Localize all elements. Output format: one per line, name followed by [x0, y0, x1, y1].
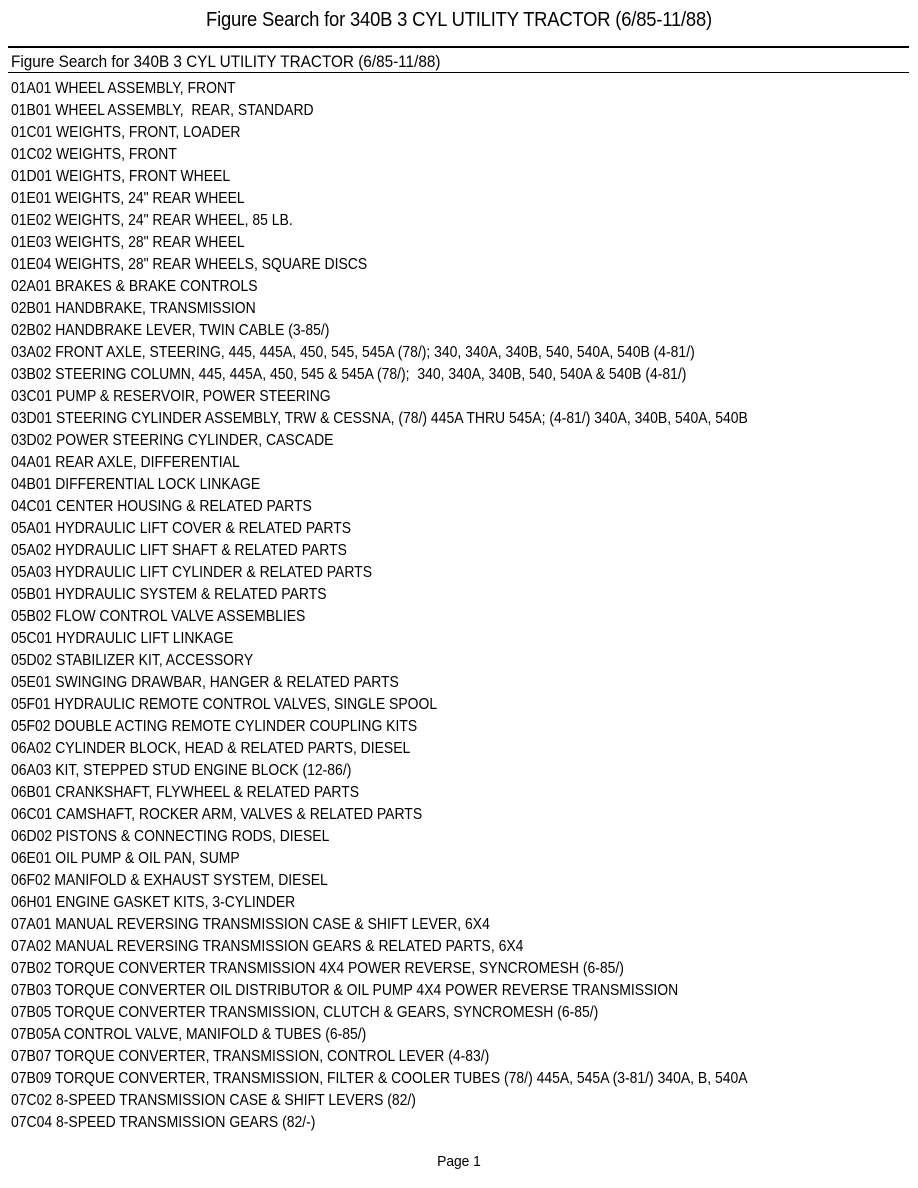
- figure-entry: 05E01 SWINGING DRAWBAR, HANGER & RELATED PARTS: [11, 674, 399, 691]
- figure-entry: 07C02 8-SPEED TRANSMISSION CASE & SHIFT LEVERS (82/): [11, 1092, 416, 1109]
- figure-entry: 05B02 FLOW CONTROL VALVE ASSEMBLIES: [11, 608, 306, 625]
- figure-entry: 02A01 BRAKES & BRAKE CONTROLS: [11, 278, 258, 295]
- figure-entry: 01A01 WHEEL ASSEMBLY, FRONT: [11, 80, 236, 97]
- figure-entry: 01E02 WEIGHTS, 24" REAR WHEEL, 85 LB.: [11, 212, 293, 229]
- figure-entry: 01B01 WHEEL ASSEMBLY, REAR, STANDARD: [11, 102, 314, 119]
- figure-entry: 05D02 STABILIZER KIT, ACCESSORY: [11, 652, 254, 669]
- figure-entry: 07A02 MANUAL REVERSING TRANSMISSION GEARS & RELATED PARTS, 6X4: [11, 938, 524, 955]
- figure-entry: 05F02 DOUBLE ACTING REMOTE CYLINDER COUPLING KITS: [11, 718, 418, 735]
- figure-entry: 05A03 HYDRAULIC LIFT CYLINDER & RELATED PARTS: [11, 564, 373, 581]
- figure-entry: 07B05A CONTROL VALVE, MANIFOLD & TUBES (6-85/): [11, 1026, 367, 1043]
- page-number: Page 1: [437, 1153, 481, 1170]
- figure-entry: 06F02 MANIFOLD & EXHAUST SYSTEM, DIESEL: [11, 872, 328, 889]
- figure-entry: 02B01 HANDBRAKE, TRANSMISSION: [11, 300, 256, 317]
- figure-entry: 05C01 HYDRAULIC LIFT LINKAGE: [11, 630, 234, 647]
- figure-entry: 06B01 CRANKSHAFT, FLYWHEEL & RELATED PARTS: [11, 784, 360, 801]
- figure-entry: 03C01 PUMP & RESERVOIR, POWER STEERING: [11, 388, 331, 405]
- header-divider-bottom: [8, 72, 909, 73]
- figure-entry: 05B01 HYDRAULIC SYSTEM & RELATED PARTS: [11, 586, 327, 603]
- figure-entry: 03D01 STEERING CYLINDER ASSEMBLY, TRW & CESSNA, (78/) 445A THRU 545A; (4-81/) 340A, 340B, 540A, 540B: [11, 410, 748, 427]
- figure-entry: 01C01 WEIGHTS, FRONT, LOADER: [11, 124, 241, 141]
- figure-entry: 07A01 MANUAL REVERSING TRANSMISSION CASE & SHIFT LEVER, 6X4: [11, 916, 490, 933]
- figure-entry: 05A02 HYDRAULIC LIFT SHAFT & RELATED PARTS: [11, 542, 347, 559]
- figure-entry: 01E04 WEIGHTS, 28" REAR WHEELS, SQUARE DISCS: [11, 256, 368, 273]
- figure-entry: 01C02 WEIGHTS, FRONT: [11, 146, 177, 163]
- figure-entry: 07C04 8-SPEED TRANSMISSION GEARS (82/-): [11, 1114, 316, 1131]
- figure-entry: 07B09 TORQUE CONVERTER, TRANSMISSION, FILTER & COOLER TUBES (78/) 445A, 545A (3-81/) 340A, B, 540A: [11, 1070, 748, 1087]
- figure-list: [11, 78, 830, 1134]
- figure-entry: 07B03 TORQUE CONVERTER OIL DISTRIBUTOR & OIL PUMP 4X4 POWER REVERSE TRANSMISSION: [11, 982, 679, 999]
- figure-entry: 01E03 WEIGHTS, 28" REAR WHEEL: [11, 234, 245, 251]
- figure-entry: 03D02 POWER STEERING CYLINDER, CASCADE: [11, 432, 334, 449]
- figure-entry: 05F01 HYDRAULIC REMOTE CONTROL VALVES, SINGLE SPOOL: [11, 696, 438, 713]
- figure-entry: 06H01 ENGINE GASKET KITS, 3-CYLINDER: [11, 894, 296, 911]
- figure-entry: 01E01 WEIGHTS, 24" REAR WHEEL: [11, 190, 245, 207]
- section-header: Figure Search for 340B 3 CYL UTILITY TRACTOR (6/85-11/88): [11, 52, 441, 71]
- figure-entry: 06E01 OIL PUMP & OIL PAN, SUMP: [11, 850, 240, 867]
- figure-entry: 04C01 CENTER HOUSING & RELATED PARTS: [11, 498, 312, 515]
- figure-entry: 07B05 TORQUE CONVERTER TRANSMISSION, CLUTCH & GEARS, SYNCROMESH (6-85/): [11, 1004, 599, 1021]
- figure-entry: 07B07 TORQUE CONVERTER, TRANSMISSION, CONTROL LEVER (4-83/): [11, 1048, 490, 1065]
- figure-entry: 05A01 HYDRAULIC LIFT COVER & RELATED PARTS: [11, 520, 352, 537]
- figure-entry: 06D02 PISTONS & CONNECTING RODS, DIESEL: [11, 828, 330, 845]
- figure-entry: 03B02 STEERING COLUMN, 445, 445A, 450, 545 & 545A (78/); 340, 340A, 340B, 540, 540A & 540B (4-81/): [11, 366, 687, 383]
- figure-entry: 03A02 FRONT AXLE, STEERING, 445, 445A, 450, 545, 545A (78/); 340, 340A, 340B, 540, 540A, 540B (4-81/): [11, 344, 695, 361]
- figure-entry: 07B02 TORQUE CONVERTER TRANSMISSION 4X4 POWER REVERSE, SYNCROMESH (6-85/): [11, 960, 624, 977]
- figure-entry: 06A03 KIT, STEPPED STUD ENGINE BLOCK (12-86/): [11, 762, 352, 779]
- figure-entry: 02B02 HANDBRAKE LEVER, TWIN CABLE (3-85/): [11, 322, 330, 339]
- header-divider-top: [8, 46, 909, 48]
- figure-entry: 04A01 REAR AXLE, DIFFERENTIAL: [11, 454, 240, 471]
- figure-entry: 06C01 CAMSHAFT, ROCKER ARM, VALVES & RELATED PARTS: [11, 806, 423, 823]
- figure-entry: 06A02 CYLINDER BLOCK, HEAD & RELATED PARTS, DIESEL: [11, 740, 411, 757]
- page-title: Figure Search for 340B 3 CYL UTILITY TRACTOR (6/85-11/88): [206, 9, 712, 31]
- figure-entry: 04B01 DIFFERENTIAL LOCK LINKAGE: [11, 476, 261, 493]
- figure-entry: 01D01 WEIGHTS, FRONT WHEEL: [11, 168, 231, 185]
